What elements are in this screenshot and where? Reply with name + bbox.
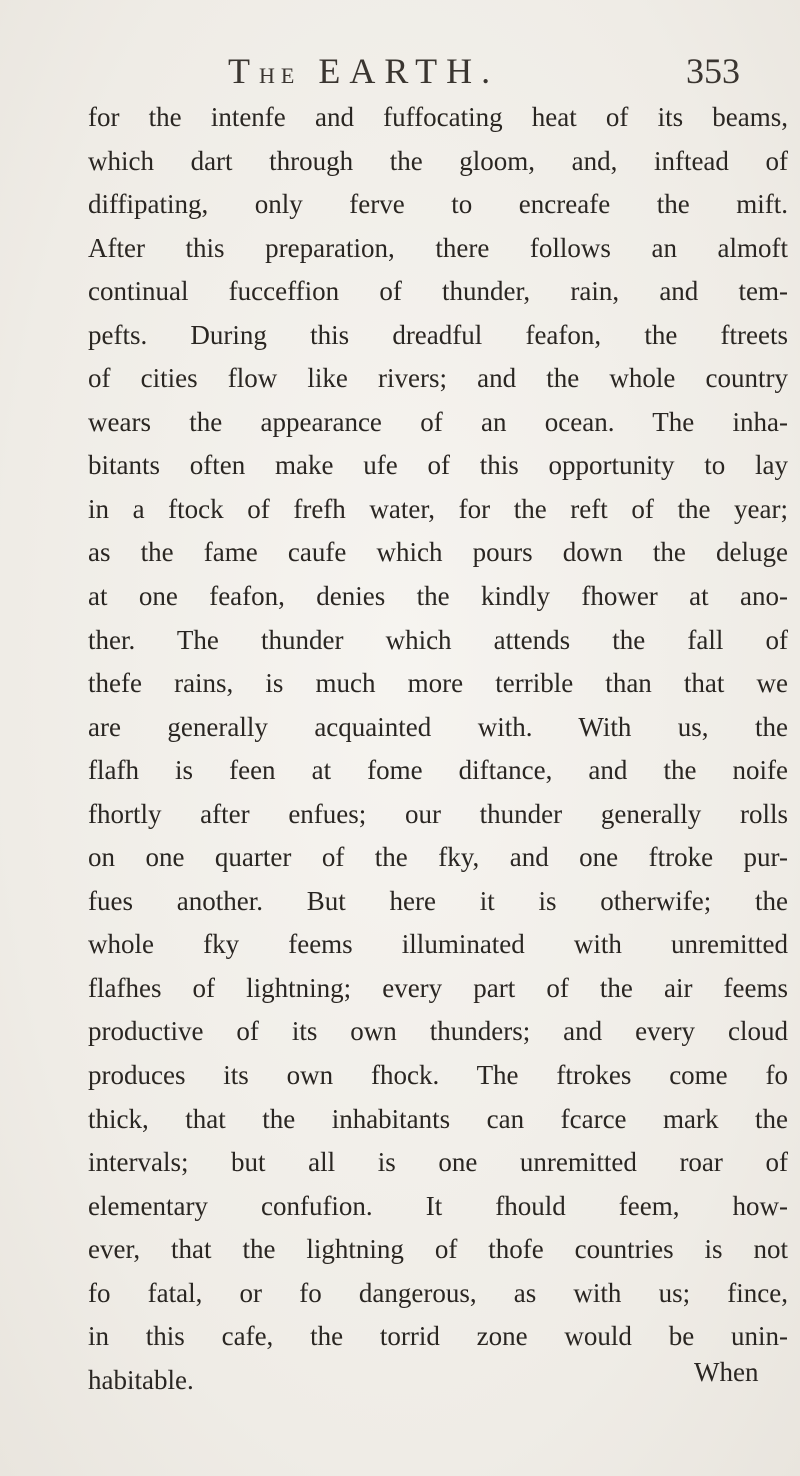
text-line: bitants often make ufe of this opportunity to lay: [88, 450, 788, 481]
text-line: habitable.: [88, 1364, 194, 1395]
text-line: for the intenfe and fuffocating heat of its beams,: [88, 102, 788, 132]
text-line: whole fky feems illuminated with unremitted: [88, 929, 788, 960]
text-line: produces its own fhock. The ftrokes come fo: [88, 1060, 788, 1091]
text-line: thefe rains, is much more terrible than that we: [88, 668, 788, 699]
text-line: wears the appearance of an ocean. The inha-: [88, 406, 788, 437]
text-line: at one feafon, denies the kindly fhower at ano-: [88, 581, 788, 612]
body-text: [88, 96, 788, 1402]
text-line: ever, that the lightning of thofe countries is not: [88, 1234, 788, 1265]
text-line: ther. The thunder which attends the fall of: [88, 624, 788, 655]
text-line: fo fatal, or fo dangerous, as with us; fince,: [88, 1277, 788, 1308]
text-line: which dart through the gloom, and, inftead of: [88, 145, 788, 176]
catchword: When: [694, 1357, 759, 1387]
page-number: 353: [686, 51, 740, 91]
text-line: elementary confufion. It fhould feem, how-: [88, 1190, 788, 1221]
text-line: continual fucceffion of thunder, rain, and tem-: [88, 276, 788, 307]
text-line: are generally acquainted with. With us, the: [88, 711, 788, 742]
text-line: After this preparation, there follows an almoft: [88, 232, 788, 263]
text-line: diffipating, only ferve to encreafe the mift.: [88, 189, 788, 220]
running-head: [0, 42, 800, 92]
title-first-letter: T: [228, 51, 259, 91]
text-line: on one quarter of the fky, and one ftroke pur-: [88, 842, 788, 873]
text-line: as the fame caufe which pours down the deluge: [88, 537, 788, 568]
text-line: fhortly after enfues; our thunder generally rolls: [88, 798, 788, 829]
text-line: in a ftock of frefh water, for the reft of the year;: [88, 493, 788, 524]
text-line: thick, that the inhabitants can fcarce mark the: [88, 1103, 788, 1134]
text-line: productive of its own thunders; and every cloud: [88, 1016, 788, 1047]
text-line: pefts. During this dreadful feafon, the ftreets: [88, 319, 788, 350]
text-line: of cities flow like rivers; and the whole country: [88, 363, 788, 394]
title-small-caps: HE: [259, 63, 301, 88]
running-head-title: [228, 50, 499, 92]
title-word: EARTH.: [318, 51, 500, 91]
text-line: intervals; but all is one unremitted roar of: [88, 1147, 788, 1178]
text-line: fues another. But here it is otherwife; the: [88, 885, 788, 916]
text-line: flafhes of lightning; every part of the air feems: [88, 972, 788, 1003]
text-line: in this cafe, the torrid zone would be unin-: [88, 1321, 788, 1352]
text-line: flafh is feen at fome diftance, and the noife: [88, 755, 788, 786]
